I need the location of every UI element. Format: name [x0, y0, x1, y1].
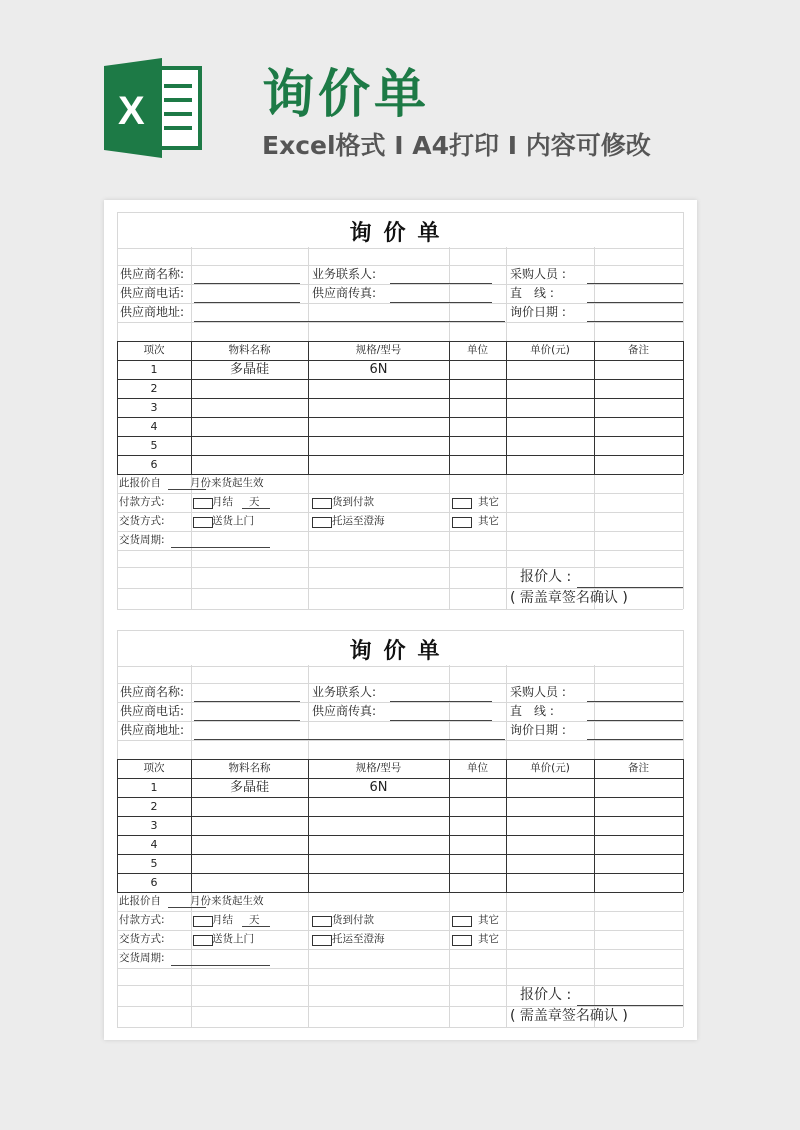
table-cell[interactable]: 5 [150, 439, 158, 452]
grid-line [117, 683, 683, 684]
date-field[interactable] [587, 739, 683, 740]
column-header: 项次 [143, 762, 165, 774]
grid-line [117, 721, 683, 722]
delivery-option: 其它 [478, 515, 499, 527]
payment-label: 付款方式: [119, 914, 165, 926]
column-header: 备注 [628, 344, 649, 356]
days-underline[interactable] [242, 508, 270, 509]
table-line [594, 341, 595, 474]
form-title: 询价单 [349, 221, 452, 246]
validity-suffix: 月份来货起生效 [190, 477, 264, 489]
payment-option: 月结 [212, 914, 233, 926]
checkbox-other[interactable] [452, 517, 472, 528]
spreadsheet-page [104, 200, 697, 1040]
delivery-option: 托运至澄海 [332, 515, 385, 527]
table-cell[interactable]: 4 [150, 420, 158, 433]
payment-option: 月结 [212, 496, 233, 508]
input-underline-field[interactable] [194, 701, 300, 702]
input-underline-field[interactable] [390, 701, 492, 702]
table-line [117, 797, 683, 798]
table-cell[interactable]: 2 [150, 800, 158, 813]
grid-line [117, 567, 683, 568]
column-header: 规格/型号 [355, 344, 402, 356]
quoter-label: 报价人 : [520, 569, 572, 585]
checkbox-shipping[interactable] [312, 935, 332, 946]
info-label: 采购人员 : [510, 267, 566, 281]
period-field[interactable] [171, 547, 270, 548]
table-cell[interactable]: 6 [150, 876, 158, 889]
checkbox-shipping[interactable] [312, 517, 332, 528]
stamp-note: ( 需盖章签名确认 ) [510, 1008, 628, 1024]
grid-line [117, 740, 683, 741]
input-underline-field[interactable] [390, 302, 492, 303]
input-underline-field[interactable] [587, 283, 683, 284]
payment-option: 货到付款 [332, 496, 374, 508]
input-underline-field[interactable] [194, 720, 300, 721]
table-line [117, 417, 683, 418]
column-header: 单价(元) [530, 762, 570, 774]
table-line [449, 341, 450, 474]
grid-line [117, 968, 683, 969]
table-cell[interactable]: 5 [150, 857, 158, 870]
info-label: 业务联系人: [312, 267, 377, 281]
grid-line [117, 985, 683, 986]
table-line [594, 759, 595, 892]
table-line [117, 436, 683, 437]
column-header: 备注 [628, 762, 649, 774]
table-line [506, 759, 507, 892]
grid-line [117, 265, 683, 266]
table-line [683, 759, 684, 892]
table-line [117, 816, 683, 817]
grid-line [117, 702, 683, 703]
table-cell[interactable]: 1 [150, 363, 158, 376]
info-label: 直 线 : [510, 286, 554, 300]
column-header: 规格/型号 [355, 762, 402, 774]
grid-line [117, 322, 683, 323]
grid-line [117, 1027, 683, 1028]
checkbox-monthly[interactable] [193, 916, 213, 927]
grid-line [117, 949, 683, 950]
table-cell[interactable]: 3 [150, 819, 158, 832]
info-label: 供应商电话: [120, 286, 185, 300]
checkbox-monthly[interactable] [193, 498, 213, 509]
input-underline-field[interactable] [587, 701, 683, 702]
column-header: 物料名称 [228, 762, 271, 774]
table-line [117, 854, 683, 855]
table-line [117, 398, 683, 399]
column-header: 项次 [143, 344, 165, 356]
payment-label: 付款方式: [119, 496, 165, 508]
checkbox-other[interactable] [452, 935, 472, 946]
page-title: 询价单 [262, 65, 431, 125]
page-subtitle: Excel格式 I A4打印 I 内容可修改 [262, 131, 651, 160]
grid-line [117, 284, 683, 285]
address-field[interactable] [194, 739, 505, 740]
inquiry-form [104, 630, 697, 1040]
info-label: 供应商地址: [120, 723, 185, 737]
quoter-label: 报价人 : [520, 987, 572, 1003]
quoter-signature-field[interactable] [577, 587, 683, 588]
period-label: 交货周期: [119, 534, 165, 546]
inquiry-form [104, 212, 697, 622]
table-line [683, 341, 684, 474]
delivery-option: 送货上门 [212, 515, 254, 527]
grid-line [117, 248, 683, 249]
svg-text:X: X [118, 89, 145, 133]
days-underline[interactable] [242, 926, 270, 927]
input-underline-field[interactable] [390, 283, 492, 284]
grid-line [117, 303, 683, 304]
info-label: 供应商传真: [312, 704, 377, 718]
stamp-note: ( 需盖章签名确认 ) [510, 590, 628, 606]
info-label: 询价日期 : [510, 305, 566, 319]
grid-line [117, 609, 683, 610]
input-underline-field[interactable] [587, 720, 683, 721]
delivery-option: 送货上门 [212, 933, 254, 945]
grid-line [117, 550, 683, 551]
checkbox-door[interactable] [193, 935, 213, 946]
checkbox-door[interactable] [193, 517, 213, 528]
grid-line [117, 930, 683, 931]
table-cell[interactable]: 4 [150, 838, 158, 851]
validity-label: 此报价自 [119, 477, 161, 489]
delivery-label: 交货方式: [119, 515, 165, 527]
checkbox-cod[interactable] [312, 916, 332, 927]
grid-line [117, 531, 683, 532]
table-line [117, 873, 683, 874]
delivery-option: 托运至澄海 [332, 933, 385, 945]
checkbox-other[interactable] [452, 498, 472, 509]
info-label: 采购人员 : [510, 685, 566, 699]
column-header: 单价(元) [530, 344, 570, 356]
info-label: 直 线 : [510, 704, 554, 718]
info-label: 供应商电话: [120, 704, 185, 718]
payment-days: 天 [249, 496, 260, 508]
table-cell[interactable]: 多晶硅 [229, 362, 269, 377]
column-header: 物料名称 [228, 344, 271, 356]
input-underline-field[interactable] [194, 283, 300, 284]
info-label: 供应商地址: [120, 305, 185, 319]
validity-suffix: 月份来货起生效 [190, 895, 264, 907]
table-line [449, 759, 450, 892]
payment-option: 其它 [478, 496, 499, 508]
payment-option: 其它 [478, 914, 499, 926]
grid-line [117, 493, 683, 494]
info-label: 业务联系人: [312, 685, 377, 699]
validity-label: 此报价自 [119, 895, 161, 907]
info-label: 供应商传真: [312, 286, 377, 300]
table-line [117, 835, 683, 836]
grid-line [117, 512, 683, 513]
table-line [117, 379, 683, 380]
table-cell[interactable]: 6 [150, 458, 158, 471]
info-label: 供应商名称: [120, 685, 185, 699]
info-label: 询价日期 : [510, 723, 566, 737]
delivery-option: 其它 [478, 933, 499, 945]
period-field[interactable] [171, 965, 270, 966]
form-title: 询价单 [349, 639, 452, 664]
payment-days: 天 [249, 914, 260, 926]
table-cell[interactable]: 6N [369, 362, 388, 377]
input-underline-field[interactable] [390, 720, 492, 721]
excel-logo-icon [104, 58, 204, 158]
input-underline-field[interactable] [587, 302, 683, 303]
input-underline-field[interactable] [194, 302, 300, 303]
delivery-label: 交货方式: [119, 933, 165, 945]
address-field[interactable] [194, 321, 505, 322]
table-line [117, 455, 683, 456]
grid-line [117, 911, 683, 912]
table-cell[interactable]: 2 [150, 382, 158, 395]
table-cell[interactable]: 6N [369, 780, 388, 795]
column-header: 单位 [467, 762, 488, 774]
table-line [506, 341, 507, 474]
grid-line [117, 666, 683, 667]
checkbox-cod[interactable] [312, 498, 332, 509]
date-field[interactable] [587, 321, 683, 322]
table-cell[interactable]: 3 [150, 401, 158, 414]
column-header: 单位 [467, 344, 488, 356]
payment-option: 货到付款 [332, 914, 374, 926]
period-label: 交货周期: [119, 952, 165, 964]
quoter-signature-field[interactable] [577, 1005, 683, 1006]
table-cell[interactable]: 1 [150, 781, 158, 794]
info-label: 供应商名称: [120, 267, 185, 281]
table-cell[interactable]: 多晶硅 [229, 780, 269, 795]
checkbox-other[interactable] [452, 916, 472, 927]
